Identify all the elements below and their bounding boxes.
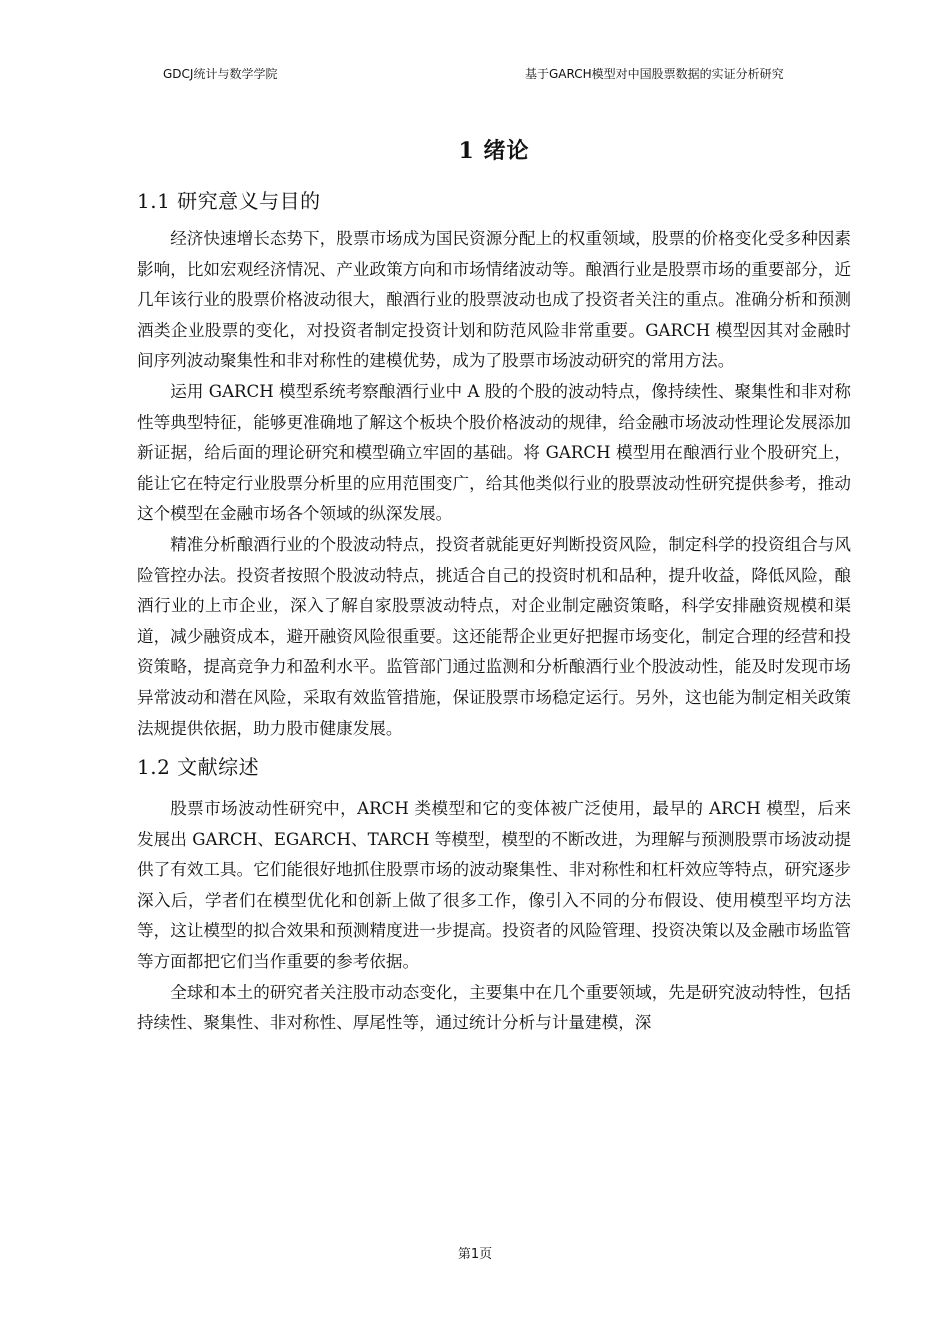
page-header: [0, 0, 950, 100]
chapter-title: 1 绪论: [458, 138, 530, 164]
page-body: [137, 134, 851, 1039]
header-institution: GDCJ统计与数学学院: [163, 67, 278, 81]
page-number: 第1页: [457, 1247, 493, 1262]
paragraph: 股票市场波动性研究中，ARCH 类模型和它的变体被广泛使用，最早的 ARCH 模型，后来发展出 GARCH、EGARCH、TARCH 等模型，模型的不断改进，为理解与预测股票市场波动提供了有效工具。它们能很好地抓住股票市场的波动聚集性、非对称性和杠杆效应等特点，研究逐步深入后，学者们在模型优化和创新上做了很多工作，像引入不同的分布假设、使用模型平均方法等，这让模型的拟合效果和预测精度进一步提高。投资者的风险管理、投资决策以及金融市场监管等方面都把它们当作重要的参考依据。: [137, 799, 851, 972]
paragraph: 经济快速增长态势下，股票市场成为国民资源分配上的权重领域，股票的价格变化受多种因素影响，比如宏观经济情况、产业政策方向和市场情绪波动等。酿酒行业是股票市场的重要部分，近几年该行业的股票价格波动很大，酿酒行业的股票波动也成了投资者关注的重点。准确分析和预测酒类企业股票的变化，对投资者制定投资计划和防范风险非常重要。GARCH 模型因其对金融时间序列波动聚集性和非对称性的建模优势，成为了股票市场波动研究的常用方法。: [137, 229, 851, 371]
paragraph: 精准分析酿酒行业的个股波动特点，投资者就能更好判断投资风险，制定科学的投资组合与风险管控办法。投资者按照个股波动特点，挑适合自己的投资时机和品种，提升收益，降低风险，酿酒行业的上市企业，深入了解自家股票波动特点，对企业制定融资策略，科学安排融资规模和渠道，减少融资成本，避开融资风险很重要。这还能帮企业更好把握市场变化，制定合理的经营和投资策略，提高竞争力和盈利水平。监管部门通过监测和分析酿酒行业个股波动性，能及时发现市场异常波动和潜在风险，采取有效监管措施，保证股票市场稳定运行。另外，这也能为制定相关政策法规提供依据，助力股市健康发展。: [137, 534, 851, 738]
section-title-1-2: 1.2 文献综述: [137, 755, 260, 780]
header-rule: [137, 88, 851, 89]
paragraph: 运用 GARCH 模型系统考察酿酒行业中 A 股的个股的波动特点，像持续性、聚集性和非对称性等典型特征，能够更准确地了解这个板块个股价格波动的规律，给金融市场波动性理论发展添加新证据，给后面的理论研究和模型确立牢固的基础。将 GARCH 模型用在酿酒行业个股研究上，能让它在特定行业股票分析里的应用范围变广，给其他类似行业的股票波动性研究提供参考，推动这个模型在金融市场各个领域的纵深发展。: [137, 381, 851, 524]
section-title-1-1: 1.1 研究意义与目的: [137, 189, 321, 213]
header-paper-title: 基于GARCH模型对中国股票数据的实证分析研究: [525, 67, 784, 81]
paragraph: 全球和本土的研究者关注股市动态变化，主要集中在几个重要领域，先是研究波动特性，包括持续性、聚集性、非对称性、厚尾性等，通过统计分析与计量建模，深: [137, 982, 851, 1033]
